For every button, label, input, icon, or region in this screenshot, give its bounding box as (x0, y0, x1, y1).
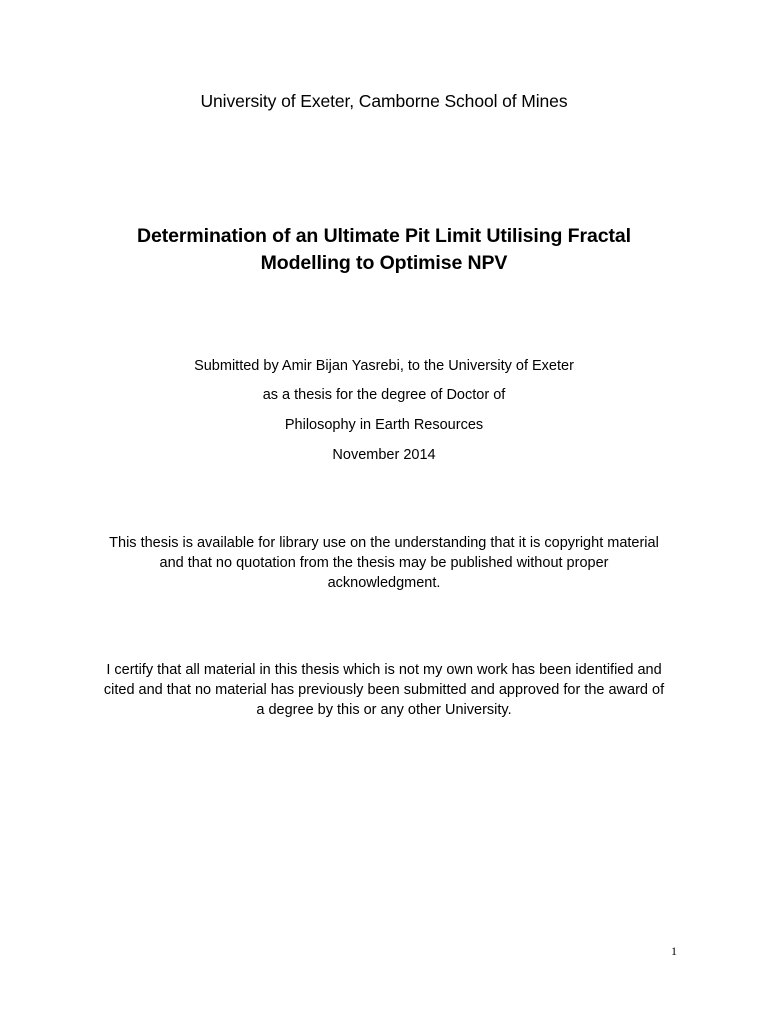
submission-date: November 2014 (332, 447, 436, 463)
copyright-statement-line-1: This thesis is available for library use on the understanding that it is copyright material (109, 535, 659, 551)
copyright-statement-line-2: and that no quotation from the thesis may be published without proper (159, 555, 609, 571)
submission-author-line: Submitted by Amir Bijan Yasrebi, to the University of Exeter (194, 358, 574, 374)
certification-statement-line-2: cited and that no material has previously been submitted and approved for the award of (103, 682, 665, 698)
page-number: 1 (671, 944, 677, 958)
certification-statement-line-3: a degree by this or any other University. (256, 702, 512, 718)
institution-name: University of Exeter, Camborne School of Mines (200, 91, 568, 111)
certification-statement-line-1: I certify that all material in this thesis which is not my own work has been identified and (106, 662, 662, 678)
submission-field-line: Philosophy in Earth Resources (284, 417, 484, 433)
submission-degree-line: as a thesis for the degree of Doctor of (262, 387, 506, 403)
copyright-statement-line-3: acknowledgment. (327, 575, 441, 591)
thesis-title-line-2: Modelling to Optimise NPV (260, 252, 508, 274)
thesis-title-line-1: Determination of an Ultimate Pit Limit Utilising Fractal (137, 225, 631, 247)
